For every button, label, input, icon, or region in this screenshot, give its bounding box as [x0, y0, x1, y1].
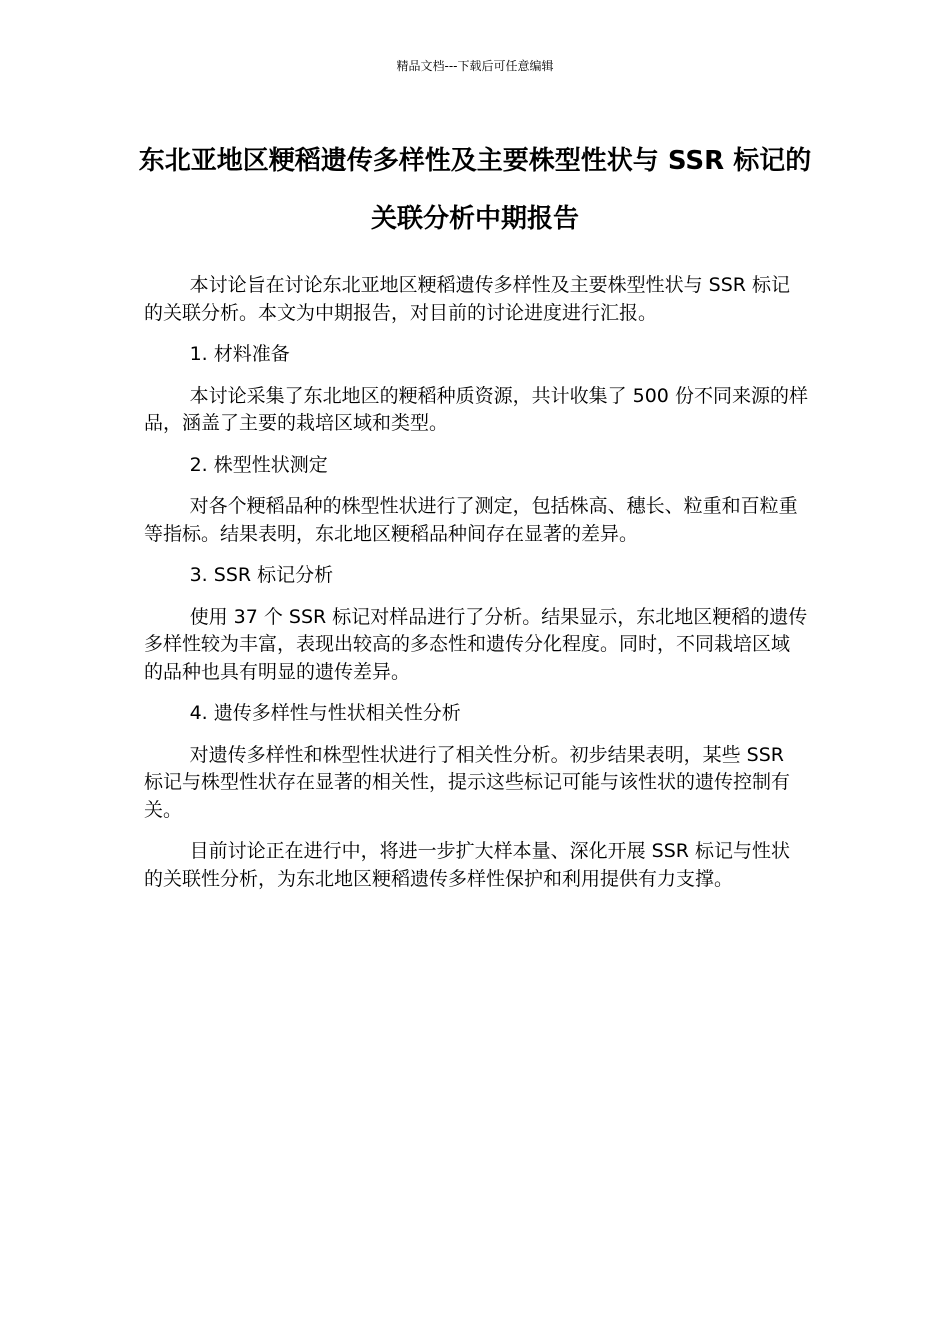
traits-paragraph: 对各个粳稻品种的株型性状进行了测定，包括株高、穗长、粒重和百粒重等指标。结果表明，东北地区粳稻品种间存在显著的差异。	[144, 495, 798, 545]
conclusion-paragraph: 目前讨论正在进行中，将进一步扩大样本量、深化开展 SSR 标记与性状的关联性分析，为东北地区粳稻遗传多样性保护和利用提供有力支撑。	[144, 840, 790, 890]
ssr-paragraph: 使用 37 个 SSR 标记对样品进行了分析。结果显示，东北地区粳稻的遗传多样性较为丰富，表现出较高的多态性和遗传分化程度。同时，不同栽培区域的品种也具有明显的遗传差异。	[144, 605, 808, 683]
section-heading-ssr: 3. SSR 标记分析	[189, 564, 334, 586]
header-note: 精品文档---下载后可任意编辑	[396, 59, 554, 73]
document-title: 东北亚地区粳稻遗传多样性及主要株型性状与 SSR 标记的关联分析中期报告	[138, 146, 812, 234]
section-heading-materials: 1. 材料准备	[189, 343, 290, 365]
document-body	[144, 272, 808, 907]
section-heading-correlation: 4. 遗传多样性与性状相关性分析	[189, 702, 461, 724]
section-heading-traits: 2. 株型性状测定	[189, 453, 328, 476]
materials-paragraph: 本讨论采集了东北地区的粳稻种质资源，共计收集了 500 份不同来源的样品，涵盖了主要的栽培区域和类型。	[144, 384, 808, 434]
intro-paragraph: 本讨论旨在讨论东北亚地区粳稻遗传多样性及主要株型性状与 SSR 标记的关联分析。本文为中期报告，对目前的讨论进度进行汇报。	[144, 274, 790, 324]
correlation-paragraph: 对遗传多样性和株型性状进行了相关性分析。初步结果表明，某些 SSR 标记与株型性状存在显著的相关性，提示这些标记可能与该性状的遗传控制有关。	[144, 743, 791, 821]
